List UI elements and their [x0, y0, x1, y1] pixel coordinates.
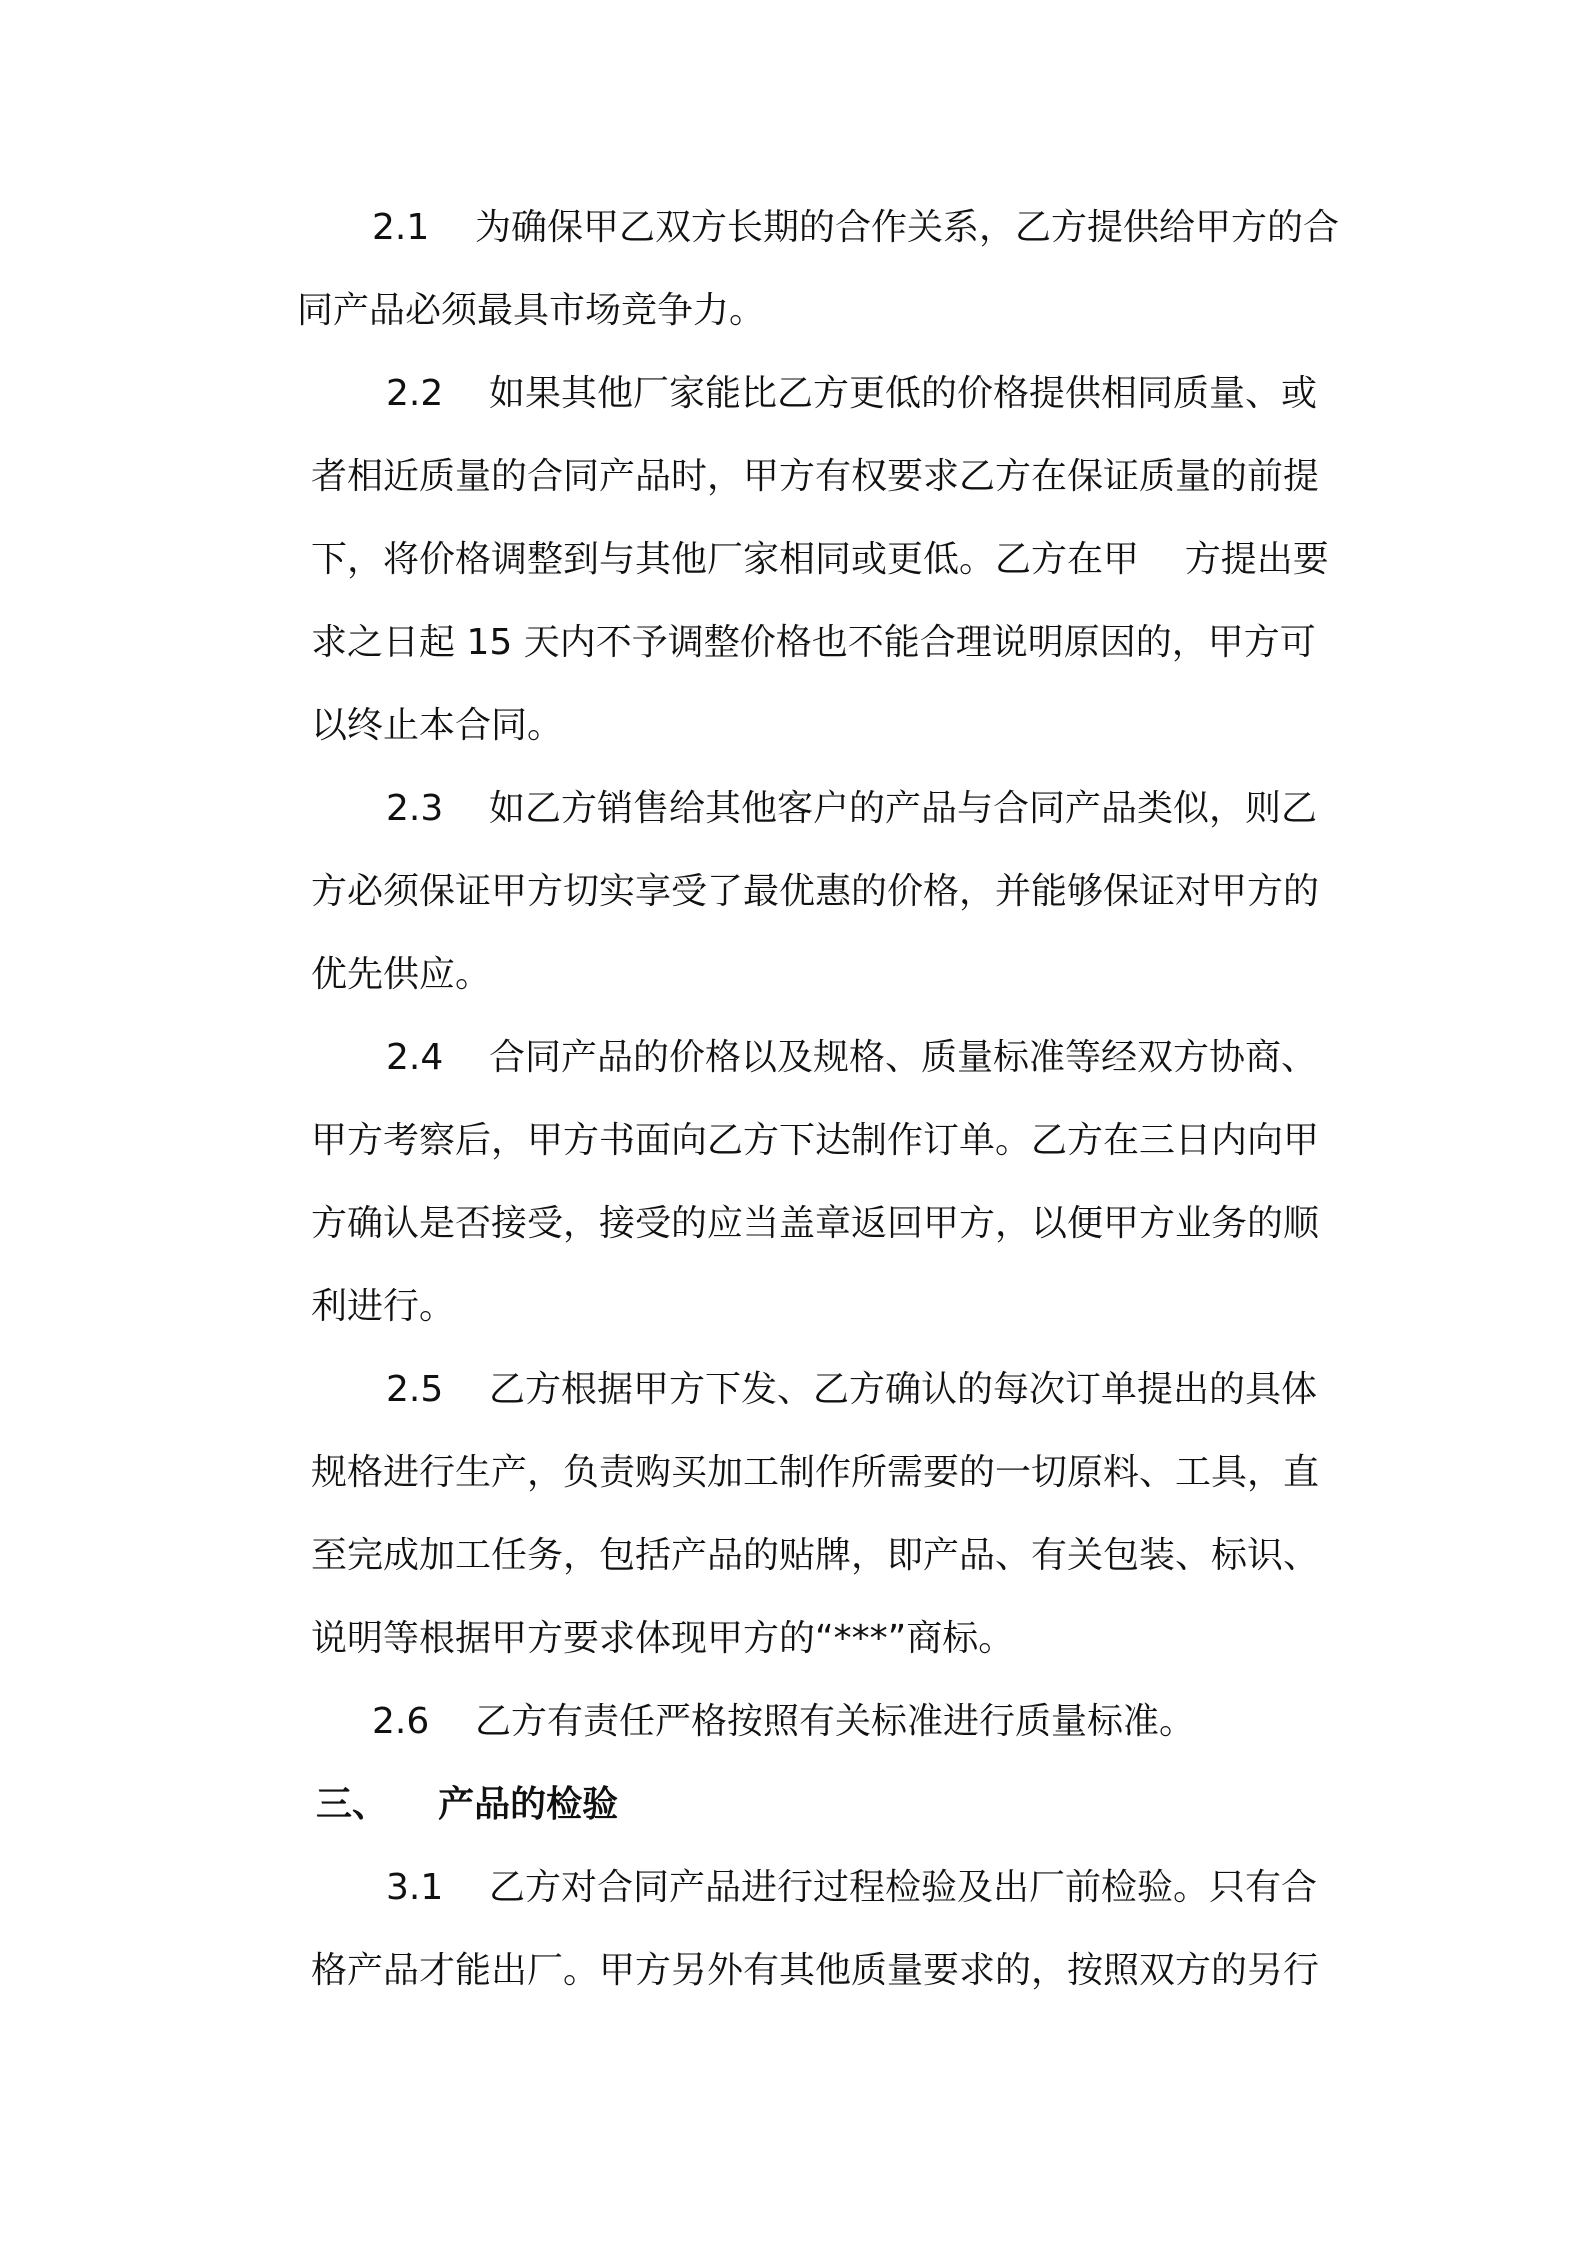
clause-3-1-line-1: 3.1 乙方对合同产品进行过程检验及出厂前检验。只有合: [386, 1867, 1318, 1908]
section-3-heading: 三、 产品的检验: [316, 1784, 619, 1825]
clause-2-1-line-1: 2.1 为确保甲乙双方长期的合作关系，乙方提供给甲方的合: [372, 207, 1340, 248]
clause-2-4-line-1: 2.4 合同产品的价格以及规格、质量标准等经双方协商、: [386, 1037, 1318, 1078]
clause-2-2-line-4: 求之日起 15 天内不予调整价格也不能合理说明原因的，甲方可: [311, 622, 1316, 663]
clause-2-3-line-3: 优先供应。: [311, 954, 492, 995]
clause-2-2-line-5: 以终止本合同。: [311, 705, 564, 746]
clause-2-3-line-1: 2.3 如乙方销售给其他客户的产品与合同产品类似，则乙: [386, 788, 1318, 829]
clause-2-5-line-2: 规格进行生产，负责购买加工制作所需要的一切原料、工具，直: [311, 1452, 1320, 1493]
clause-2-1-line-2: 同产品必须最具市场竞争力。: [297, 290, 766, 331]
clause-2-2-line-1: 2.2 如果其他厂家能比乙方更低的价格提供相同质量、或: [386, 373, 1318, 414]
clause-2-2-line-2: 者相近质量的合同产品时，甲方有权要求乙方在保证质量的前提: [311, 456, 1320, 497]
clause-3-1-line-2: 格产品才能出厂。甲方另外有其他质量要求的，按照双方的另行: [311, 1950, 1320, 1991]
clause-2-5-line-1: 2.5 乙方根据甲方下发、乙方确认的每次订单提出的具体: [386, 1369, 1318, 1410]
clause-2-5-line-3: 至完成加工任务，包括产品的贴牌，即产品、有关包装、标识、: [311, 1535, 1320, 1576]
clause-2-6-line-1: 2.6 乙方有责任严格按照有关标准进行质量标准。: [372, 1701, 1196, 1742]
clause-2-4-line-4: 利进行。: [311, 1286, 456, 1327]
clause-2-2-line-3: 下，将价格调整到与其他厂家相同或更低。乙方在甲 方提出要: [311, 539, 1329, 580]
clause-2-5-line-4: 说明等根据甲方要求体现甲方的“***”商标。: [311, 1618, 1015, 1659]
clause-2-3-line-2: 方必须保证甲方切实享受了最优惠的价格，并能够保证对甲方的: [311, 871, 1320, 912]
clause-2-4-line-3: 方确认是否接受，接受的应当盖章返回甲方，以便甲方业务的顺: [311, 1203, 1320, 1244]
clause-2-4-line-2: 甲方考察后，甲方书面向乙方下达制作订单。乙方在三日内向甲: [311, 1120, 1320, 1161]
